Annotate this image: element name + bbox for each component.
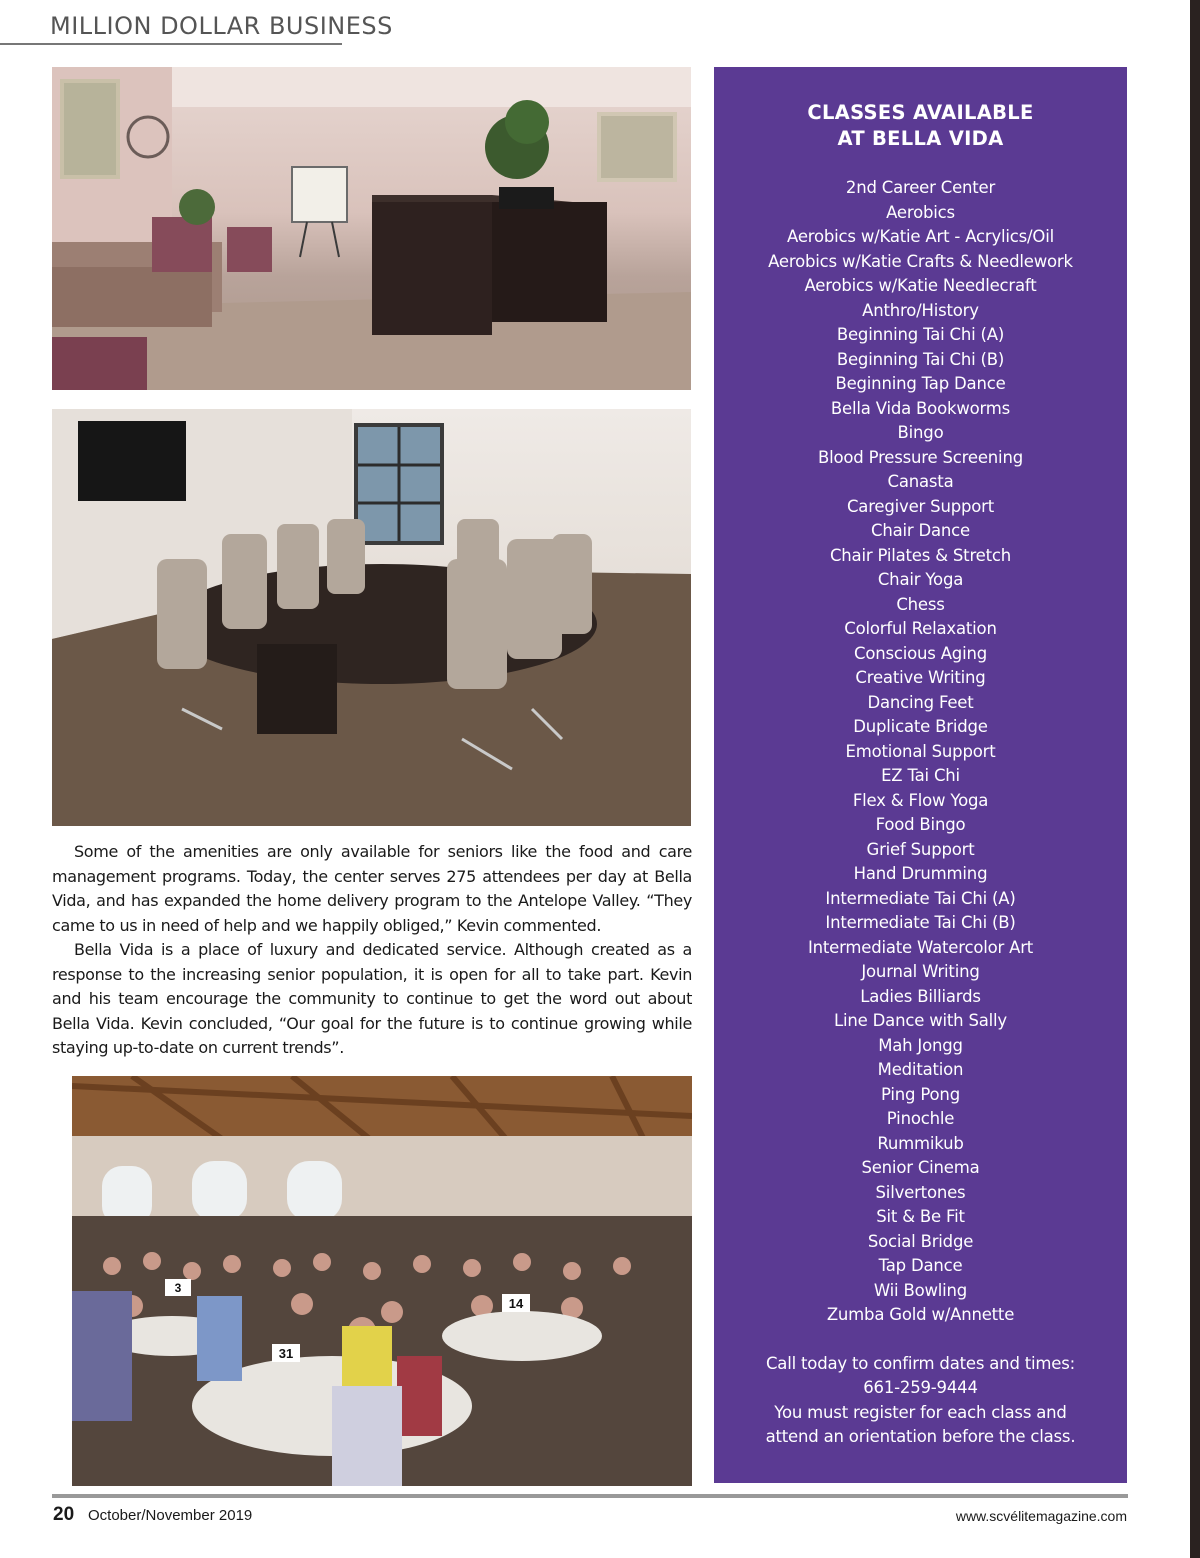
class-list-item: EZ Tai Chi: [881, 766, 960, 785]
class-list: [714, 176, 1127, 1328]
page-number: 20: [53, 1504, 75, 1525]
sidebar-title-line-2: AT BELLA VIDA: [837, 127, 1004, 150]
sidebar-footer-line: Call today to confirm dates and times:: [765, 1353, 1075, 1373]
class-list-item: Blood Pressure Screening: [818, 447, 1023, 467]
sidebar-title: [714, 100, 1127, 152]
class-list-item: Creative Writing: [855, 668, 986, 687]
classes-sidebar: [714, 67, 1127, 1483]
article-body: [52, 840, 692, 1061]
photo-dining-hall: [72, 1076, 692, 1486]
sidebar-footer: [714, 1352, 1127, 1450]
class-list-item: Sit & Be Fit: [876, 1207, 965, 1226]
class-list-item: Aerobics: [886, 202, 955, 222]
class-list-item: Conscious Aging: [854, 643, 987, 663]
class-list-item: Food Bingo: [875, 815, 966, 834]
class-list-item: Silvertones: [875, 1182, 966, 1202]
class-list-item: Intermediate Watercolor Art: [807, 937, 1034, 957]
class-list-item: Wii Bowling: [873, 1280, 968, 1300]
class-list-item: Ladies Billiards: [860, 986, 981, 1006]
class-list-item: Rummikub: [877, 1133, 964, 1153]
class-list-item: Social Bridge: [867, 1231, 974, 1251]
class-list-item: Emotional Support: [845, 741, 996, 761]
class-list-item: Intermediate Tai Chi (A): [825, 888, 1016, 908]
class-list-item: Chair Dance: [871, 521, 970, 540]
class-list-item: Flex & Flow Yoga: [852, 790, 989, 810]
class-list-item: 2nd Career Center: [845, 178, 996, 197]
class-list-item: Intermediate Tai Chi (B): [825, 913, 1016, 932]
class-list-item: Grief Support: [866, 839, 975, 859]
photo-conference-room: [52, 409, 691, 826]
sidebar-footer-line: attend an orientation before the class.: [765, 1427, 1076, 1446]
class-list-item: Colorful Relaxation: [844, 619, 997, 638]
class-list-item: Chair Pilates & Stretch: [829, 545, 1012, 565]
class-list-item: Meditation: [877, 1060, 964, 1079]
class-list-item: Zumba Gold w/Annette: [826, 1305, 1015, 1324]
table-number-3: 3: [174, 1281, 182, 1295]
article-paragraph-1: Some of the amenities are only available for seniors like the food and care management programs. Today, the center serves 275 attendees per day at Bella Vida, and has expanded the home delivery program to the Antelope Valley. “They came to us in need of help and we happily obliged,” Kevin commented.: [52, 842, 692, 935]
issue-date: October/November 2019: [88, 1507, 253, 1524]
class-list-item: Canasta: [887, 472, 954, 491]
class-list-item: Line Dance with Sally: [834, 1011, 1007, 1030]
class-list-item: Ping Pong: [881, 1084, 960, 1104]
class-list-item: Aerobics w/Katie Needlecraft: [804, 276, 1037, 295]
class-list-item: Hand Drumming: [853, 864, 988, 883]
class-list-item: Anthro/History: [862, 300, 979, 320]
class-list-item: Dancing Feet: [867, 692, 974, 712]
table-number-31: 31: [278, 1346, 294, 1361]
class-list-item: Pinochle: [886, 1109, 955, 1128]
sidebar-title-line-1: CLASSES AVAILABLE: [807, 101, 1034, 124]
footer-rule: [52, 1494, 1128, 1498]
class-list-item: Beginning Tap Dance: [835, 374, 1006, 393]
class-list-item: Bella Vida Bookworms: [830, 398, 1011, 418]
contact-phone: 661-259-9444: [863, 1378, 978, 1397]
magazine-website: www.scvélitemagazine.com: [955, 1508, 1127, 1524]
page-edge-strip: [1190, 0, 1200, 1558]
class-list-item: Duplicate Bridge: [853, 717, 988, 736]
class-list-item: Beginning Tai Chi (B): [836, 349, 1005, 369]
class-list-item: Mah Jongg: [878, 1035, 963, 1055]
class-list-item: Aerobics w/Katie Art - Acrylics/Oil: [787, 227, 1054, 246]
section-title: MILLION DOLLAR BUSINESS: [50, 12, 393, 40]
class-list-item: Journal Writing: [861, 962, 980, 981]
sidebar-footer-line: You must register for each class and: [774, 1402, 1067, 1422]
class-list-item: Tap Dance: [878, 1256, 963, 1275]
class-list-item: Bingo: [897, 423, 944, 442]
class-list-item: Chair Yoga: [877, 570, 964, 589]
article-paragraph-2: Bella Vida is a place of luxury and dedicated service. Although created as a response to the increasing senior population, it is open for all to take part. Kevin and his team encourage the community to continue to get the word out about Bella Vida. Kevin concluded, “Our goal for the future is to continue growing while staying up-to-date on current trends”.: [52, 940, 692, 1057]
table-number-14: 14: [508, 1296, 524, 1311]
class-list-item: Senior Cinema: [861, 1158, 980, 1177]
photo-lobby: [52, 67, 691, 390]
class-list-item: Caregiver Support: [846, 496, 995, 516]
header-rule: [0, 43, 342, 45]
class-list-item: Chess: [896, 594, 945, 614]
class-list-item: Aerobics w/Katie Crafts & Needlework: [768, 251, 1073, 271]
class-list-item: Beginning Tai Chi (A): [836, 325, 1005, 344]
